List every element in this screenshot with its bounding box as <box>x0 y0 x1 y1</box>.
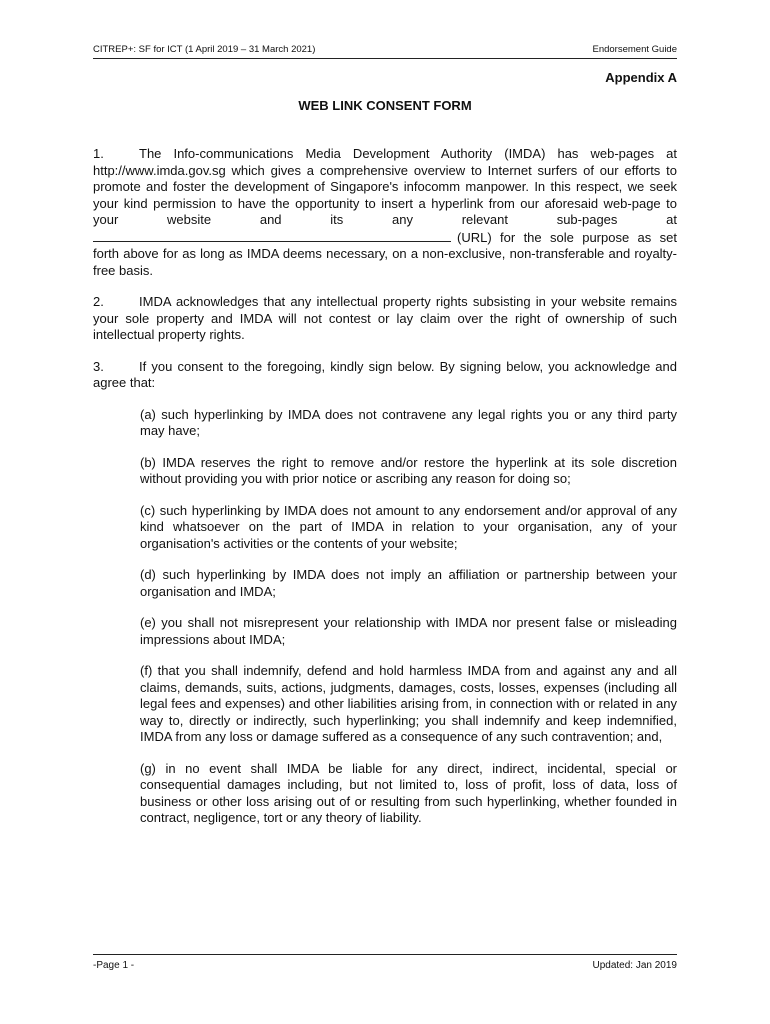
paragraph-number: 3. <box>93 358 104 374</box>
document-body <box>93 146 677 842</box>
header-right-text: Endorsement Guide <box>592 44 677 55</box>
paragraph-number: 2. <box>93 294 104 309</box>
clause-f: (f) that you shall indemnify, defend and hold harmless IMDA from and against any and all claims, demands, suits, actions, judgments, damages, costs, losses, expenses (including all legal fees and expenses) and other liabilities arising from, in connection with or related in any way to, directly or indirectly, such hyperlinking; you shall indemnify and keep indemnified, IMDA from any loss or damage suffered as a consequence of any such contravention; and, <box>140 663 677 744</box>
paragraph-text: The Info-communications Media Development Authority (IMDA) has web-pages at http://www.imda.gov.sg which gives a comprehensive overview to Internet surfers of our efforts to promote and foster the development of Singapore's infocomm manpower. In this respect, we seek your kind permission to have the opportunity to insert a hyperlink from our aforesaid web-page to your website and its any relevant sub-pages at <box>93 146 677 227</box>
page-header <box>93 42 677 59</box>
clause-g: (g) in no event shall IMDA be liable for any direct, indirect, incidental, special or consequential damages including, but not limited to, loss of profit, loss of data, loss of business or other loss arising out of or resulting from such hyperlinking, whether founded in contract, negligence, tort or any theory of liability. <box>140 760 677 825</box>
url-blank-line <box>93 229 451 242</box>
paragraph-2 <box>93 294 677 344</box>
clause-a: (a) such hyperlinking by IMDA does not contravene any legal rights you or any third party may have; <box>140 406 677 438</box>
updated-date: Updated: Jan 2019 <box>592 960 677 971</box>
page-footer <box>93 954 677 975</box>
paragraph-3 <box>93 359 677 392</box>
clause-e: (e) you shall not misrepresent your relationship with IMDA nor present false or misleading impressions about IMDA; <box>140 615 677 647</box>
header-left-text: CITREP+: SF for ICT (1 April 2019 – 31 March 2021) <box>93 44 316 55</box>
paragraph-1 <box>93 146 677 279</box>
clause-d: (d) such hyperlinking by IMDA does not imply an affiliation or partnership between your organisation and IMDA; <box>140 567 677 599</box>
clause-b: (b) IMDA reserves the right to remove and/or restore the hyperlink at its sole discretion without providing you with prior notice or ascribing any reason for doing so; <box>140 454 677 486</box>
paragraph-text: If you consent to the foregoing, kindly sign below. By signing below, you acknowledge and agree that: <box>93 358 677 390</box>
clause-c: (c) such hyperlinking by IMDA does not amount to any endorsement and/or approval of any kind whatsoever on the part of IMDA in relation to your organisation, any of your organisation's activities or the contents of your website; <box>140 502 677 551</box>
paragraph-number: 1. <box>93 146 104 161</box>
paragraph-text: IMDA acknowledges that any intellectual property rights subsisting in your website remains your sole property and IMDA will not contest or lay claim over the right of ownership of such intellectual property rights. <box>93 294 677 342</box>
appendix-label: Appendix A <box>605 70 677 85</box>
page-number: -Page 1 - <box>93 960 135 971</box>
paragraph-text-continued: (URL) for the sole purpose as set forth above for as long as IMDA deems necessary, on a non-exclusive, non-transferable and royalty-free basis. <box>93 229 677 278</box>
form-title: WEB LINK CONSENT FORM <box>298 98 472 113</box>
